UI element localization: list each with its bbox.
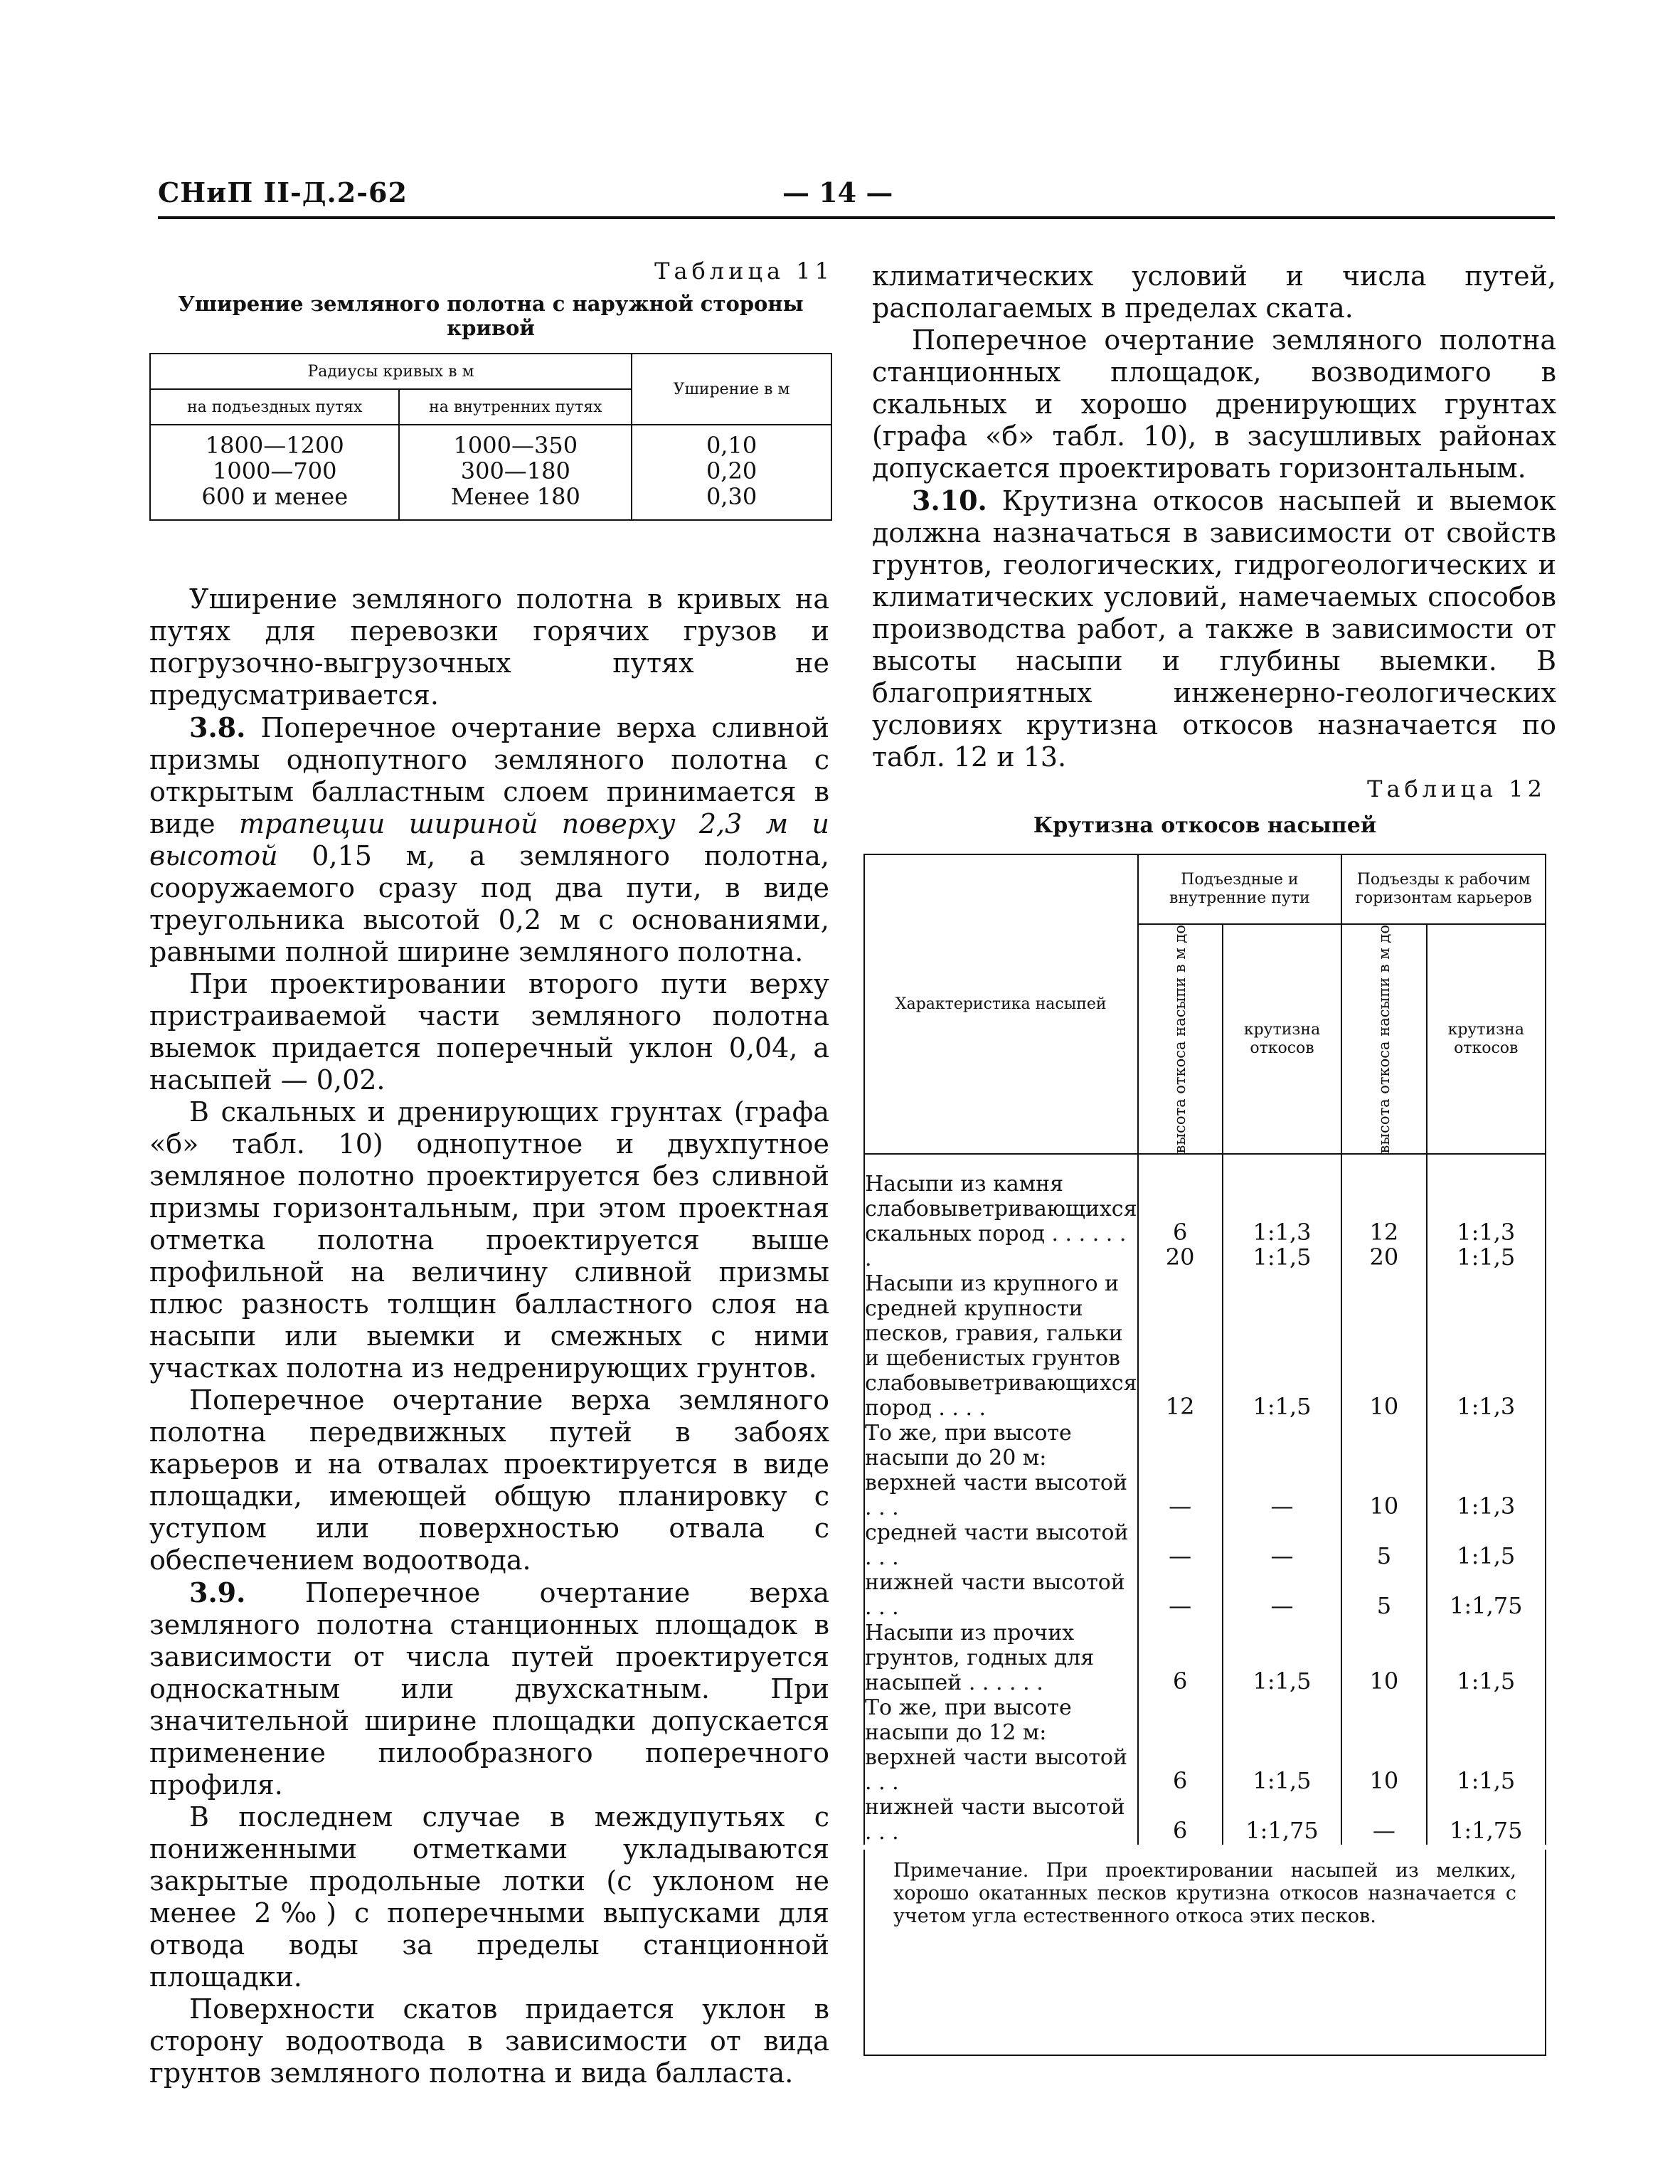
row-label: средней части высотой . . . bbox=[864, 1520, 1138, 1570]
row-label: нижней части высотой . . . bbox=[864, 1570, 1138, 1620]
cell-s1: 1:1,5 bbox=[1223, 1745, 1341, 1795]
section-number: 3.10. bbox=[912, 484, 987, 516]
cell-h2: 5 bbox=[1341, 1570, 1426, 1620]
table-row bbox=[864, 1695, 1546, 1745]
row-label: верхней части высотой . . . bbox=[864, 1745, 1138, 1795]
paragraph-3-10 bbox=[872, 484, 1556, 773]
t12-header-slope-1: крутизна откосов bbox=[1223, 924, 1341, 1154]
paragraph: При проектировании второго пути верху пристраиваемой части земляного полотна выемок придается поперечный уклон 0,04, а насыпей — 0,02. bbox=[149, 968, 829, 1096]
table-row bbox=[864, 1570, 1546, 1620]
cell-h1: — bbox=[1138, 1470, 1223, 1520]
t12-header-height-1: высота откоса насыпи в м до bbox=[1171, 925, 1189, 1154]
row-label: Насыпи из камня слабовыветривающихся скальных пород . . . . . . . bbox=[864, 1154, 1138, 1271]
row-label: Насыпи из крупного и средней крупности песков, гравия, гальки и щебенистых грунтов слабовыветривающихся пород . . . . bbox=[865, 1271, 1137, 1421]
row-label: Насыпи из прочих грунтов, годных для насыпей . . . . . . bbox=[864, 1620, 1138, 1695]
table12-title: Крутизна откосов насыпей bbox=[1033, 813, 1377, 838]
cell-s2: 1:1,3 bbox=[1427, 1271, 1546, 1421]
paragraph: Уширение земляного полотна в кривых на путях для перевозки горячих грузов и погрузочно-выгрузочных путях не предусматривается. bbox=[149, 583, 829, 711]
cell-h2: — bbox=[1341, 1795, 1426, 1845]
paragraph: Поперечное очертание земляного полотна станционных площадок, возводимого в скальных и хорошо дренирующих грунтах (графа «б» табл. 10), в засушливых районах допускается проектировать горизонтальным. bbox=[872, 324, 1556, 484]
table11 bbox=[149, 353, 832, 521]
row-label: верхней части высотой . . . bbox=[864, 1470, 1138, 1520]
table11-title: Уширение земляного полотна с наружной стороны кривой bbox=[178, 292, 804, 340]
cell-h1: 6 20 bbox=[1138, 1154, 1223, 1271]
cell-s2: 1:1,3 1:1,5 bbox=[1427, 1154, 1546, 1271]
cell-h1 bbox=[1138, 1695, 1223, 1745]
text-span: Поперечное очертание верха сливной призмы однопутного земляного полотна с открытым балластным слоем принимается в виде bbox=[149, 712, 829, 839]
cell-s2 bbox=[1427, 1421, 1546, 1470]
cell-s2: 1:1,5 bbox=[1427, 1620, 1546, 1695]
table-row bbox=[864, 1421, 1546, 1470]
cell-s1: 1:1,3 1:1,5 bbox=[1223, 1154, 1341, 1271]
table12 bbox=[863, 854, 1546, 1845]
table-row bbox=[864, 1620, 1546, 1695]
cell-h1: 12 bbox=[1138, 1271, 1223, 1421]
row-label: То же, при высоте насыпи до 12 м: bbox=[864, 1695, 1138, 1745]
table-row bbox=[864, 1470, 1546, 1520]
paragraph: В последнем случае в междупутьях с пониженными отметками укладываются закрытые продольные лотки (с уклоном не менее 2‰) с поперечными выпусками для отвода воды за пределы станционной площадки. bbox=[149, 1801, 829, 1993]
cell-h1: 6 bbox=[1138, 1795, 1223, 1845]
row-label: То же, при высоте насыпи до 20 м: bbox=[864, 1421, 1138, 1470]
cell-s1: 1:1,5 bbox=[1223, 1620, 1341, 1695]
cell-h2: 10 bbox=[1341, 1470, 1426, 1520]
t12-header-slope-2: крутизна откосов bbox=[1427, 924, 1546, 1154]
paragraph: Поперечное очертание верха земляного полотна передвижных путей в забоях карьеров и на отвалах проектируется в виде площадки, имеющей общую планировку с уступом или поверхностью отвала с обеспечением водоотвода. bbox=[149, 1384, 829, 1576]
t11-col-widening-values: 0,10 0,20 0,30 bbox=[632, 425, 831, 520]
cell-s1 bbox=[1223, 1695, 1341, 1745]
left-column bbox=[149, 583, 829, 2089]
paragraph-3-9 bbox=[149, 1576, 829, 1801]
cell-s2: 1:1,75 bbox=[1427, 1795, 1546, 1845]
cell-s1: — bbox=[1223, 1470, 1341, 1520]
text-span: Поперечное очертание верха земляного полотна станционных площадок в зависимости от числа путей проектируется односкатным или двухскатным. При значительной ширине площадки допускается применение пилообразного поперечного профиля. bbox=[149, 1577, 829, 1801]
t12-header-characteristic: Характеристика насыпей bbox=[864, 854, 1138, 1154]
cell-h1: — bbox=[1138, 1570, 1223, 1620]
cell-h2 bbox=[1341, 1695, 1426, 1745]
italic-span: трапеции шириной поверху 2,3 м и высотой bbox=[149, 808, 830, 871]
row-label: нижней части высотой . . . bbox=[864, 1795, 1138, 1845]
table-row bbox=[864, 1520, 1546, 1570]
cell-s1: 1:1,75 bbox=[1223, 1795, 1341, 1845]
table-row bbox=[864, 1154, 1546, 1271]
table12-note: Примечание. При проектировании насыпей из мелких, хорошо окатанных песков крутизна откосов назначается с учетом угла естественного откоса этих песков. bbox=[863, 1850, 1546, 2056]
t11-header-radii: Радиусы кривых в м bbox=[150, 354, 632, 389]
cell-s2: 1:1,5 bbox=[1427, 1745, 1546, 1795]
t12-header-height-2: высота откоса насыпи в м до bbox=[1375, 925, 1393, 1154]
cell-s2: 1:1,75 bbox=[1427, 1570, 1546, 1620]
cell-h2: 10 bbox=[1341, 1620, 1426, 1695]
cell-s2: 1:1,5 bbox=[1427, 1520, 1546, 1570]
cell-h2: 10 bbox=[1341, 1271, 1426, 1421]
header-divider bbox=[158, 216, 1555, 219]
cell-s2 bbox=[1427, 1695, 1546, 1745]
cell-h1: — bbox=[1138, 1520, 1223, 1570]
paragraph: климатических условий и числа путей, располагаемых в пределах ската. bbox=[872, 260, 1556, 324]
section-number: 3.9. bbox=[189, 1576, 246, 1608]
t12-header-group1: Подъездные и внутренние пути bbox=[1138, 854, 1342, 924]
section-number: 3.8. bbox=[189, 711, 246, 743]
paragraph: В скальных и дренирующих грунтах (графа «б» табл. 10) однопутное и двухпутное земляное полотно проектируется без сливной призмы горизонтальным, при этом проектная отметка полотна проектируется выше профильной на величину сливной призмы плюс разность толщин балластного слоя на насыпи или выемки и смежных с ними участках полотна из недренирующих грунтов. bbox=[149, 1096, 829, 1384]
paragraph-3-8 bbox=[149, 711, 829, 968]
text-span: 0,15 м, а земляного полотна, сооружаемого сразу под два пути, в виде треугольника высотой 0,2 м с основаниями, равными полной ширине земляного полотна. bbox=[149, 840, 829, 968]
t11-header-widening: Уширение в м bbox=[632, 354, 831, 425]
table11-caption: Таблица 11 bbox=[654, 258, 834, 285]
document-code: СНиП II-Д.2-62 bbox=[158, 176, 408, 208]
cell-h2: 10 bbox=[1341, 1745, 1426, 1795]
cell-s1: — bbox=[1223, 1570, 1341, 1620]
t11-col-internal-values: 1000—350 300—180 Менее 180 bbox=[399, 425, 632, 520]
cell-h2: 5 bbox=[1341, 1520, 1426, 1570]
t11-header-access: на подъездных путях bbox=[150, 389, 399, 425]
table-row bbox=[864, 1745, 1546, 1795]
cell-s1 bbox=[1223, 1421, 1341, 1470]
cell-s1: 1:1,5 bbox=[1223, 1271, 1341, 1421]
text-span: Крутизна откосов насыпей и выемок должна назначаться в зависимости от свойств грунтов, геологических, гидрогеологических и климатических условий, намечаемых способов производства работ, а также в зависимости от высоты насыпи и глубины выемки. В благоприятных инженерно-геологических условиях крутизна откосов назначается по табл. 12 и 13. bbox=[872, 485, 1556, 773]
t11-col-access-values: 1800—1200 1000—700 600 и менее bbox=[150, 425, 399, 520]
table12-caption: Таблица 12 bbox=[1367, 775, 1546, 802]
table-row bbox=[864, 1271, 1546, 1421]
cell-s2: 1:1,3 bbox=[1427, 1470, 1546, 1520]
right-column bbox=[872, 260, 1556, 773]
page-number: — 14 — bbox=[782, 176, 893, 208]
cell-h1: 6 bbox=[1138, 1620, 1223, 1695]
paragraph: Поверхности скатов придается уклон в сторону водоотвода в зависимости от вида грунтов земляного полотна и вида балласта. bbox=[149, 1993, 829, 2089]
cell-h2: 12 20 bbox=[1341, 1154, 1426, 1271]
t12-header-group2: Подъезды к рабочим горизонтам карьеров bbox=[1341, 854, 1546, 924]
t11-header-internal: на внутренних путях bbox=[399, 389, 632, 425]
cell-h2 bbox=[1341, 1421, 1426, 1470]
table-row bbox=[864, 1795, 1546, 1845]
cell-h1: 6 bbox=[1138, 1745, 1223, 1795]
cell-s1: — bbox=[1223, 1520, 1341, 1570]
cell-h1 bbox=[1138, 1421, 1223, 1470]
